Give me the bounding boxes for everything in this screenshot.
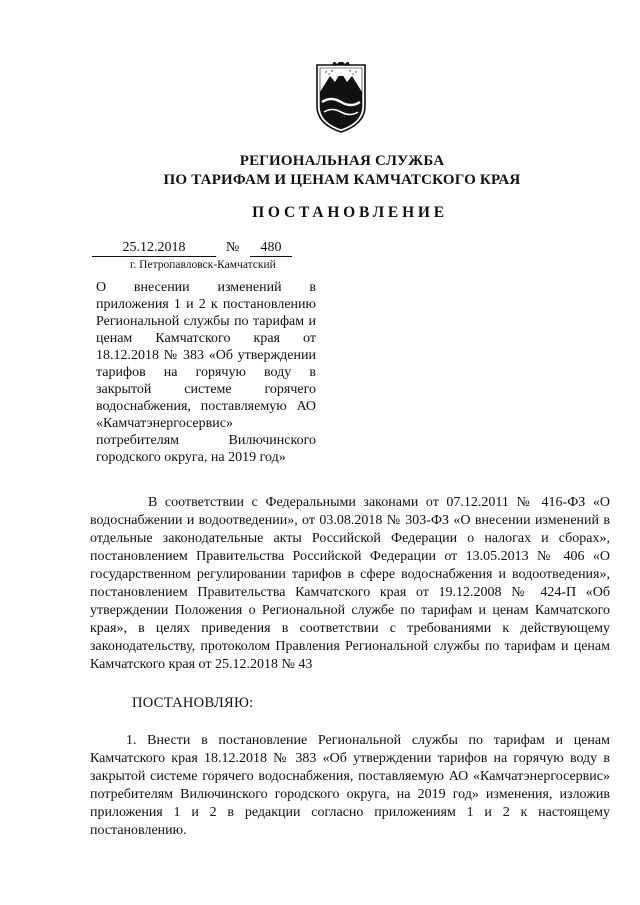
decree-word: ПОСТАНОВЛЯЮ:	[132, 695, 254, 711]
preamble-paragraph: В соответствии с Федеральными законами от 07.12.2011 № 416-ФЗ «О водоснабжении и водоотведении», от 03.08.2018 № 303-ФЗ «О внесении изменений в отдельные законодательные акты Российской Федерации о налогах и сборах», постановлением Правительства Российской Федерации от 13.05.2013 № 406 «О государственном регулировании тарифов в сфере водоснабжения и водоотведения», постановлением Правительства Камчатского края от 19.12.2008 № 424-П «Об утверждении Положения о Региональной службе по тарифам и ценам Камчатского края», в целях приведения в соответствии с требованиями к действующему законодательству, протоколом Правления Региональной службы по тарифам и ценам Камчатского края от 25.12.2018 № 43	[90, 495, 610, 672]
agency-name-line-1: РЕГИОНАЛЬНАЯ СЛУЖБА	[239, 153, 445, 169]
date-number-row	[92, 240, 302, 258]
document-type-heading: ПОСТАНОВЛЕНИЕ	[252, 204, 448, 221]
agency-name-line-2: ПО ТАРИФАМ И ЦЕНАМ КАМЧАТСКОГО КРАЯ	[163, 172, 521, 188]
city-line: г. Петропавловск-Камчатский	[130, 259, 276, 271]
number-sign: №	[226, 240, 240, 255]
coat-of-arms-icon	[314, 62, 368, 134]
decree-item-1: 1. Внести в постановление Региональной службы по тарифам и ценам Камчатского края 18.12.2018 № 383 «Об утверждении тарифов на горячую воду в закрытой системе горячего водоснабжения, поставляемую АО «Камчатэнергосервис» потребителям Вилючинского городского округа, на 2019 год» изменения, изложив приложения 1 и 2 в редакции согласно приложениям 1 и 2 к настоящему постановлению.	[90, 733, 610, 838]
document-number: 480	[250, 240, 292, 257]
document-title: О внесении изменений в приложения 1 и 2 к постановлению Региональной службы по тарифам и ценам Камчатского края от 18.12.2018 № 383 «Об утверждении тарифов на горячую воду в закрытой системе горячего водоснабжения, поставляемую АО «Камчатэнергосервис» потребителям Вилючинского городского округа, на 2019 год»	[96, 280, 316, 465]
document-body	[90, 494, 610, 840]
document-date: 25.12.2018	[92, 240, 216, 257]
